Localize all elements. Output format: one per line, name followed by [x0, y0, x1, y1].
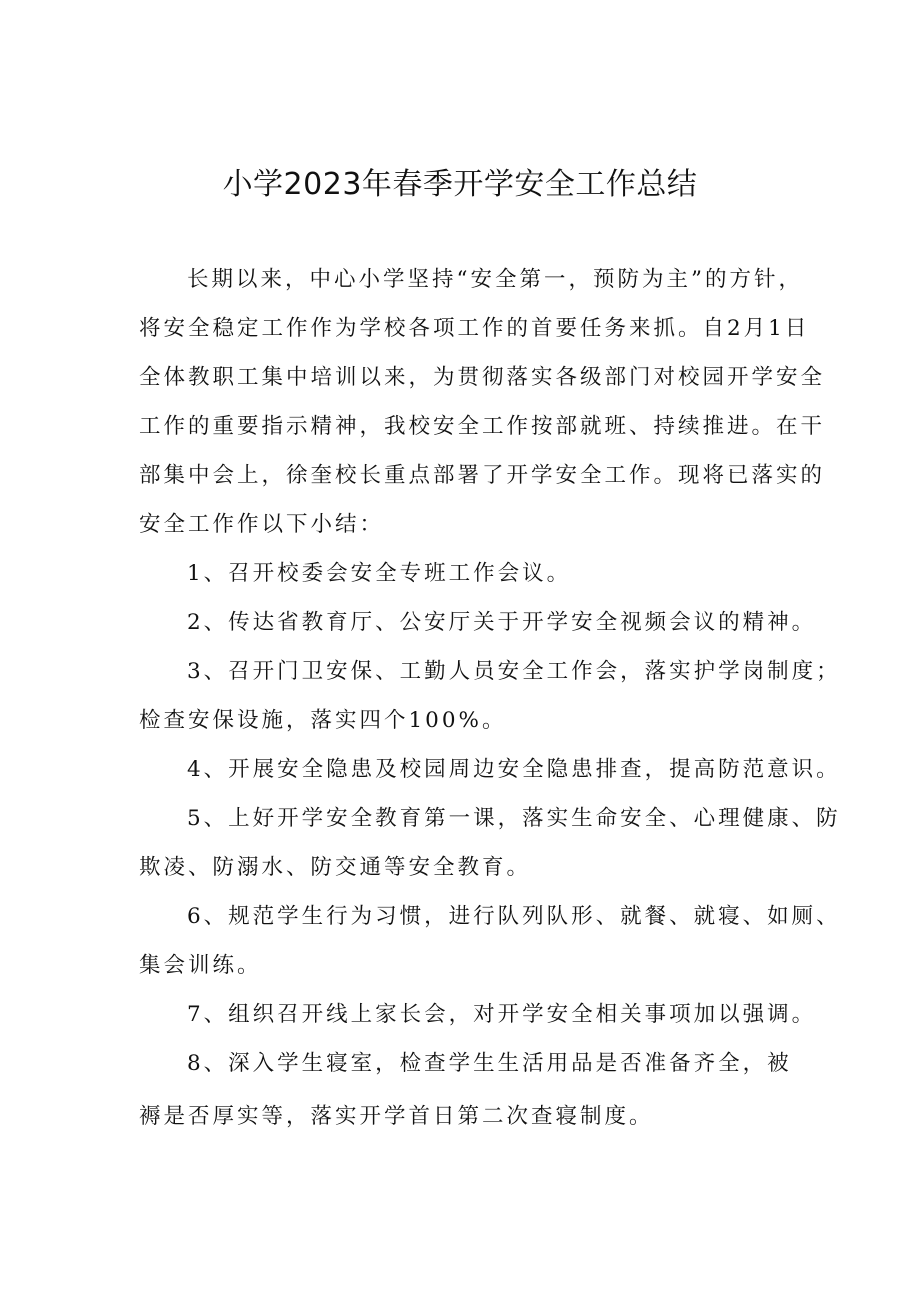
document-title: 小学2023年春季开学安全工作总结 [222, 167, 698, 202]
list-item: 6、规范学生行为习惯，进行队列队形、就餐、就寝、如厕、 [187, 904, 841, 929]
list-item: 7、组织召开线上家长会，对开学安全相关事项加以强调。 [187, 1002, 817, 1027]
list-item-continuation: 检查安保设施，落实四个100%。 [139, 708, 507, 733]
body-line: 长期以来，中心小学坚持“安全第一，预防为主”的方针， [187, 267, 803, 292]
list-item: 1、召开校委会安全专班工作会议。 [187, 561, 572, 586]
body-line: 全体教职工集中培训以来，为贯彻落实各级部门对校园开学安全 [139, 365, 826, 390]
list-item-continuation: 欺凌、防溺水、防交通等安全教育。 [139, 855, 532, 880]
list-item: 4、开展安全隐患及校园周边安全隐患排查，提高防范意识。 [187, 757, 841, 782]
body-line: 部集中会上，徐奎校长重点部署了开学安全工作。现将已落实的 [139, 463, 826, 488]
list-item-continuation: 集会训练。 [139, 953, 262, 978]
body-line: 安全工作作以下小结： [139, 512, 385, 537]
body-line: 工作的重要指示精神，我校安全工作按部就班、持续推进。在干 [139, 414, 826, 439]
list-item: 5、上好开学安全教育第一课，落实生命安全、心理健康、防 [187, 806, 841, 831]
list-item-continuation: 褥是否厚实等，落实开学首日第二次查寝制度。 [139, 1104, 654, 1129]
list-item: 2、传达省教育厅、公安厅关于开学安全视频会议的精神。 [187, 610, 817, 635]
list-item: 3、召开门卫安保、工勤人员安全工作会，落实护学岗制度； [187, 659, 841, 684]
list-item: 8、深入学生寝室，检查学生生活用品是否准备齐全，被 [187, 1051, 792, 1076]
body-line: 将安全稳定工作作为学校各项工作的首要任务来抓。自2月1日 [139, 316, 810, 341]
